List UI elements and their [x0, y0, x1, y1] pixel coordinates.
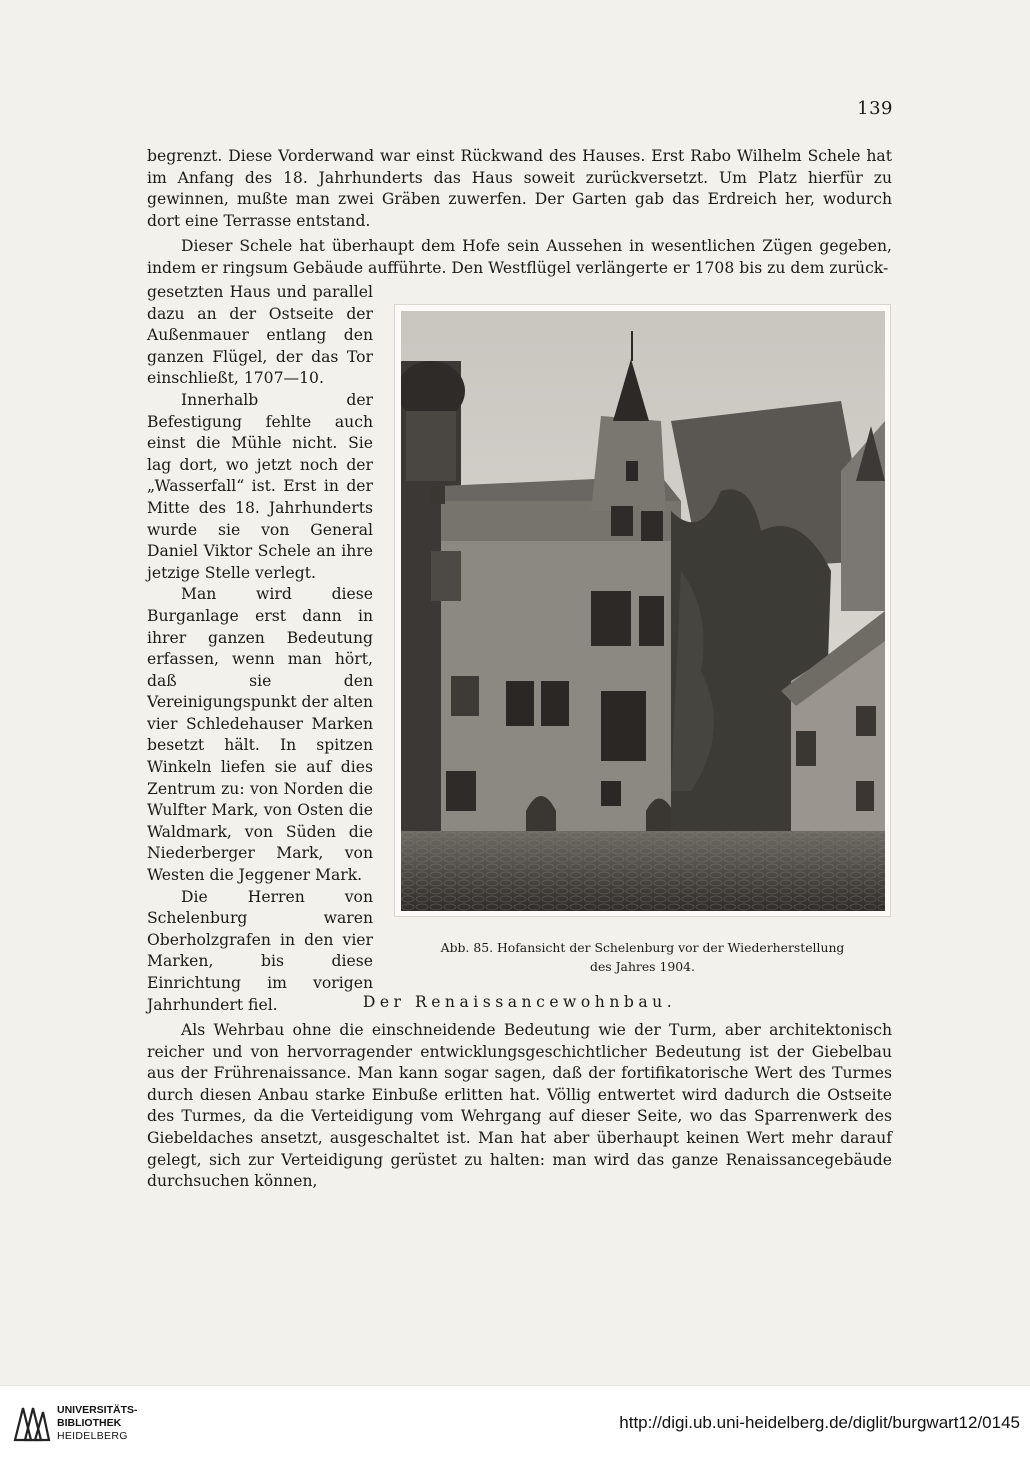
source-url-link[interactable]: http://digi.ub.uni-heidelberg.de/diglit/burgwart12/0145 [619, 1413, 1020, 1432]
paragraph-3: Als Wehrbau ohne die einschneidende Bedeutung wie der Turm, aber architektonisch reicher und von hervorragender entwicklungsgeschichtlicher Bedeutung ist der Giebelbau aus der Frührenaissance. Man kann sogar sagen, daß der fortifikatorische Wert des Turmes durch diesen Anbau starke Einbuße erlitten hat. Völlig entwertet wird dadurch die Ostseite des Turmes, da die Verteidigung vom Wehrgang auf dieser Seite, wo das Sparrenwerk des Giebeldaches ansetzt, ausgeschaltet ist. Man hat aber überhaupt keinen Wert mehr darauf gelegt, sich zur Verteidigung gerüstet zu halten: man wird das ganze Renaissancegebäude durchsuchen können, [147, 1021, 892, 1191]
paragraph-1: begrenzt. Diese Vorderwand war einst Rückwand des Hauses. Erst Rabo Wilhelm Schele hat im Anfang des 18. Jahrhunderts das Haus soweit zurückversetzt. Um Platz hierfür zu gewinnen, mußte man zwei Gräben zuwerfen. Der Garten gab das Erdreich her, wodurch dort eine Terrasse entstand. [147, 147, 892, 230]
university-library-logo-icon [11, 1402, 51, 1444]
library-footer [0, 1385, 1030, 1463]
section-heading: Der Renaissancewohnbau. [362, 993, 677, 1011]
paragraph-col-2: Innerhalb der Befestigung fehlte auch einst die Mühle nicht. Sie lag dort, wo jetzt noch der „Wasserfall“ ist. Erst in der Mitte des 18. Jahrhunderts wurde sie von General Daniel Viktor Schele an ihre jetzige Stelle verlegt. [147, 390, 373, 582]
figure-caption [394, 938, 891, 976]
caption-line-1: Abb. 85. Hofansicht der Schelenburg vor der Wiederherstellung [440, 940, 845, 955]
library-name-line-2: BIBLIOTHEK [57, 1417, 122, 1429]
caption-line-2: des Jahres 1904. [590, 959, 695, 974]
paragraph-col-4: Die Herren von Schelenburg waren Oberholzgrafen in den vier Marken, bis diese Einrichtung im vorigen Jahrhundert fiel. [147, 887, 373, 1014]
paragraph-2: Dieser Schele hat überhaupt dem Hofe sein Aussehen in wesentlichen Zügen gegeben, indem er ringsum Gebäude aufführte. Den Westflügel verlängerte er 1708 bis zu dem zurück- [147, 237, 892, 277]
library-name-line-3: HEIDELBERG [57, 1430, 128, 1442]
castle-courtyard-photo [401, 311, 885, 911]
paragraph-col-1: gesetzten Haus und parallel dazu an der Ostseite der Außenmauer entlang den ganzen Flügel, der das Tor einschließt, 1707—10. [147, 283, 373, 388]
figure-photo-frame [394, 304, 891, 917]
text-column-left [147, 282, 373, 1016]
library-name-line-1: UNIVERSITÄTS- [57, 1404, 138, 1416]
page-number: 139 [857, 98, 893, 119]
paragraph-col-3: Man wird diese Burganlage erst dann in ihrer ganzen Bedeutung erfassen, wenn man hört, daß sie den Vereinigungspunkt der alten vier Schledehauser Marken besetzt hält. In spitzen Winkeln liefen sie auf dies Zentrum zu: von Norden die Wulfter Mark, von Osten die Waldmark, von Süden die Niederberger Mark, von Westen die Jeggener Mark. [147, 585, 373, 885]
library-name [57, 1404, 138, 1443]
